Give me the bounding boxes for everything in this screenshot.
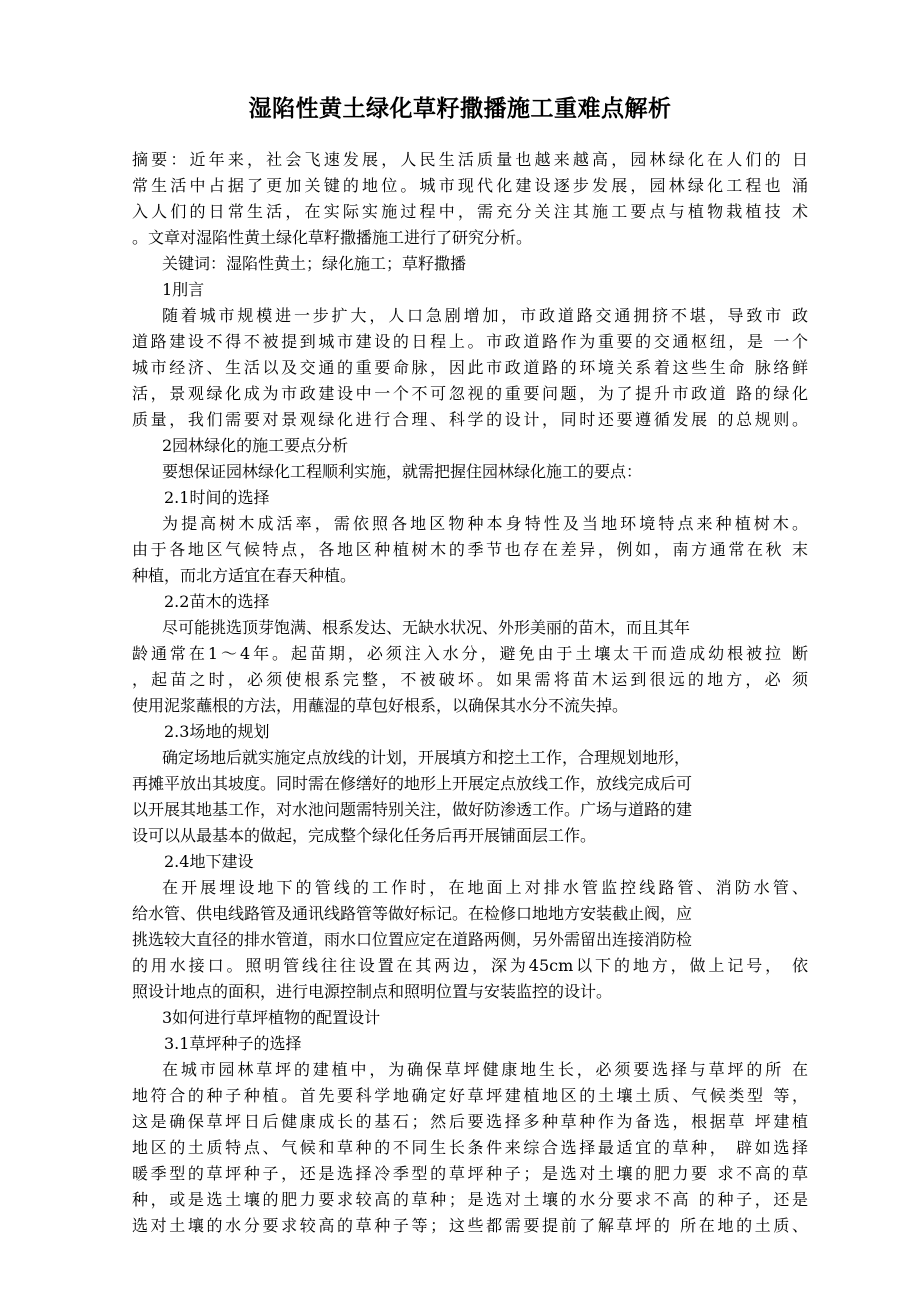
text-line: 设可以从最基本的做起，完成整个绿化任务后再开展铺面层工作。: [132, 826, 597, 845]
text-line: 3.1草坪种子的选择: [164, 1034, 302, 1053]
document-body: [132, 147, 808, 1239]
text-line: 确定场地后就实施定点放线的计划，开展填方和挖土工作，合理规划地形，: [162, 748, 691, 767]
text-line: 常生活中占据了更加关键的地位。城市现代化建设逐步发展，园林绿化工程也 涌: [132, 176, 808, 195]
text-line: 暖季型的草坪种子，还是选择冷季型的草坪种子；是选对土壤的肥力要 求不高的草: [132, 1164, 808, 1183]
text-line: 摘要：近年来，社会飞速发展，人民生活质量也越来越高，园林绿化在人们的 日: [132, 150, 808, 169]
text-line: 3如何进行草坪植物的配置设计: [162, 1008, 381, 1027]
text-line: 尽可能挑选顶芽饱满、根系发达、无缺水状况、外形美丽的苗木，而且其年: [162, 618, 691, 637]
text-line: 2.4地下建设: [164, 852, 254, 871]
text-line: 在开展埋设地下的管线的工作时，在地面上对排水管监控线路管、消防水管、: [162, 878, 808, 897]
text-line: 挑选较大直径的排水管道，雨水口位置应定在道路两侧，另外需留出连接消防检: [132, 930, 693, 949]
text-line: 2.2苗木的选择: [164, 592, 270, 611]
text-line: 道路建设不得不被提到城市建设的日程上。市政道路作为重要的交通枢纽，是 一个: [132, 332, 808, 351]
text-line: 2.1时间的选择: [164, 488, 270, 507]
text-line: 地符合的种子种植。首先要科学地确定好草坪建植地区的土壤土质、气候类型 等，: [132, 1086, 808, 1105]
text-line: 随着城市规模进一步扩大，人口急剧增加，市政道路交通拥挤不堪，导致市 政: [162, 306, 808, 325]
document-title: 湿陷性黄土绿化草籽撒播施工重难点解析: [248, 95, 672, 122]
text-line: 给水管、供电线路管及通讯线路管等做好标记。在检修口地地方安装截止阀，应: [132, 904, 693, 923]
text-line: 龄通常在1〜4年。起苗期，必须注入水分，避免由于土壤太干而造成幼根被拉 断: [132, 644, 808, 663]
text-line: 2.3场地的规划: [164, 722, 270, 741]
text-line: 活，景观绿化成为市政建设中一个不可忽视的重要问题，为了提升市政道 路的绿化: [132, 384, 808, 403]
text-line: 质量，我们需要对景观绿化进行合理、科学的设计，同时还要遵循发展 的总规则。: [132, 410, 808, 429]
text-line: 入人们的日常生活，在实际实施过程中，需充分关注其施工要点与植物栽植技 术: [132, 202, 808, 221]
text-line: 关键词：湿陷性黄土；绿化施工；草籽撒播: [162, 254, 467, 273]
text-line: 以开展其地基工作，对水池问题需特别关注，做好防渗透工作。广场与道路的建: [132, 800, 693, 819]
text-line: 再摊平放出其坡度。同时需在修缮好的地形上开展定点放线工作，放线完成后可: [132, 774, 693, 793]
text-line: 种，或是选土壤的肥力要求较高的草种；是选对土壤的水分要求不高 的种子，还是: [132, 1190, 808, 1209]
text-line: ，起苗之时，必须使根系完整，不被破坏。如果需将苗木运到很远的地方，必 须: [132, 670, 808, 689]
text-line: 城市经济、生活以及交通的重要命脉，因此市政道路的环境关系着这些生命 脉络鲜: [132, 358, 808, 377]
text-line: 照设计地点的面积，进行电源控制点和照明位置与安装监控的设计。: [132, 982, 613, 1001]
text-line: 为提高树木成活率，需依照各地区物种本身特性及当地环境特点来种植树木。: [162, 514, 808, 533]
text-line: 地区的土质特点、气候和草种的不同生长条件来综合选择最适宜的草种， 辟如选择: [132, 1138, 808, 1157]
text-line: 由于各地区气候特点，各地区种植树木的季节也存在差异，例如，南方通常在秋 末: [132, 540, 808, 559]
text-line: 种植，而北方适宜在春天种植。: [132, 566, 357, 585]
text-line: 要想保证园林绿化工程顺利实施，就需把握住园林绿化施工的要点：: [162, 462, 643, 481]
text-line: 选对土壤的水分要求较高的草种子等；这些都需要提前了解草坪的 所在地的土质、: [132, 1216, 808, 1235]
text-line: 在城市园林草坪的建植中，为确保草坪健康地生长，必须要选择与草坪的所 在: [162, 1060, 808, 1079]
text-line: 使用泥浆蘸根的方法，用蘸湿的草包好根系，以确保其水分不流失掉。: [132, 696, 629, 715]
text-line: 。文章对湿陷性黄土绿化草籽撒播施工进行了研究分析。: [132, 228, 533, 247]
text-line: 1刖言: [162, 280, 205, 299]
text-line: 2园林绿化的施工要点分析: [162, 436, 349, 455]
text-line: 的用水接口。照明管线往往设置在其两边，深为45cm以下的地方，做上记号， 依: [132, 956, 808, 975]
text-line: 这是确保草坪日后健康成长的基石；然后要选择多种草种作为备选，根据草 坪建植: [132, 1112, 808, 1131]
